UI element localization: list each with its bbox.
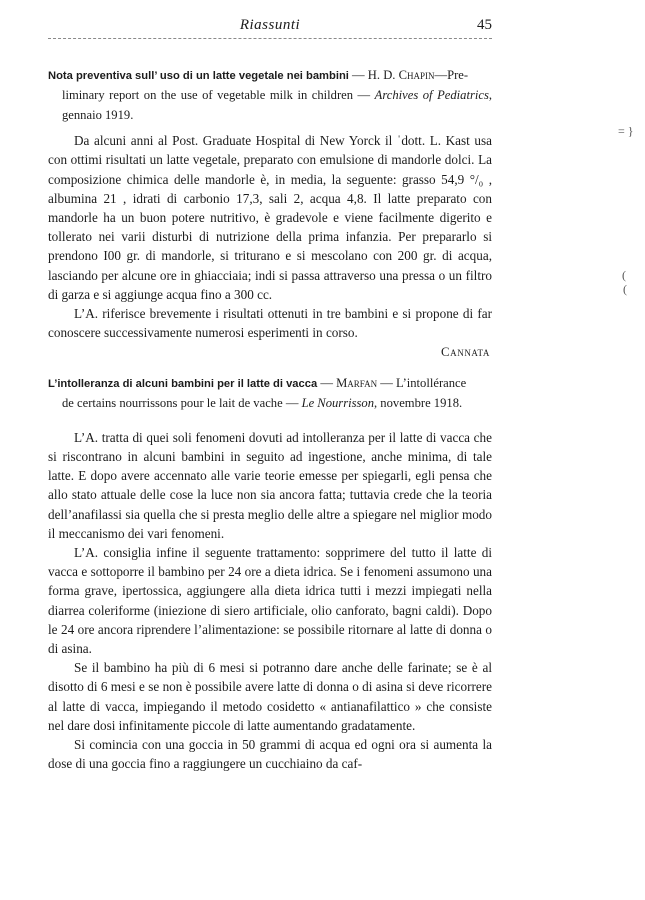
paragraph: Se il bambino ha più di 6 mesi si potranno dare anche delle farinate; se è al disotto di 6 mesi e se non è possibile avere latte di donna o di asina si deve ricorrere al latte di vacca, impiegando il metodo cosidetto « antianafilattico » che consiste nel dare dosi infinitamente piccole di latte aumentando gradatamente. [48,660,492,733]
article-chapin [48,66,492,360]
header-rule [48,38,492,39]
margin-mark: = } [618,124,634,138]
heading-separator: — [317,376,337,390]
article-author: Chapin [398,68,435,82]
article-author: Marfan [336,376,378,390]
source-journal: Archives of Pediatrics [374,88,489,103]
article-marfan [48,374,492,773]
paragraph: L’A. consiglia infine il seguente trattamento: sopprimere del tutto il latte di vacca e sottoporre il bambino per 24 ore a dieta idrica. Se i fenomeni assumono una forma grave, ipertossica, aggiungere alla dieta idrica tutti i mezzi impiegati nella diarrea coleriforme (iniezione di siero artificiale, olio canforato, bagni caldi). Dopo le 24 ore ancora riprendere l’alimentazione: se possibile ritornare al latte di donna o di asina. [48,545,492,657]
source-date: , gennaio 1919. [62,88,492,122]
page-header [48,17,492,39]
heading-continuation [48,86,492,125]
heading-original-title: — L’intollérance [377,376,467,390]
running-title: Riassunti [239,17,301,33]
paragraph: L’A. tratta di quei soli fenomeni dovuti ad intolleranza per il latte di vacca che si riscontrano in alcuni bambini in seguito ad ingestione, anche minima, di tale latte. E dopo avere accennato alle varie teorie emesse per spiegarli, egli pensa che allo stato attuale delle cose la luce non sia ancora fatta; tuttavia crede che la teoria dell’anafilassi sia quella che si presta meglio delle altre a spiegare nel miglior modo il meccanismo dei vari fenomeni. [48,429,492,541]
article-title: Nota preventiva sull’ uso di un latte vegetale nei bambini [48,70,349,82]
paragraph: Da alcuni anni al Post. Graduate Hospital di New Yorck il ˈdott. L. Kast usa con ottimi risultati un latte vegetale, preparato con emulsione di mandorle dolci. La composizione chimica delle mandorle è, in media, la seguente: grasso 54,9 °/₀ , albumina 21 , idrati di carbonio 17,3, sali 2, acqua 4,8. Il latte preparato con mandorle ha un buon potere nutritivo, è gradevole e viene facilmente digerito e tollerato nei varii disturbi di nutrizione della prima infanzia. Per prepararlo si prendono I00 gr. di mandorle, si triturano e si mescolano con 200 gr. di acqua, lasciando per alcune ore in ghiacciaia; indi si passa attraverso una pressa o un filtro di garza e si aggiunge acqua fino a 300 cc. [48,133,492,302]
paragraph: L’A. riferisce brevemente i risultati ottenuti in tre bambini e si propone di far conoscere successivamente numerosi esperimenti in corso. [48,306,492,341]
source-date: , novembre 1918. [374,396,463,411]
heading-continuation [48,394,492,413]
heading-original-title-cont: liminary report on the use of vegetable milk in children — [62,88,375,103]
heading-separator: — H. D. [348,68,399,82]
paragraph: Si comincia con una goccia in 50 grammi di acqua ed ogni ora si aumenta la dose di una goccia fino a raggiungere un cucchiaino da caf- [48,737,492,772]
article-title: L’intolleranza di alcuni bambini per il latte di vacca [48,378,318,390]
heading-original-title: —Pre- [434,68,469,82]
page-number: 45 [477,17,492,33]
article-heading [48,66,492,125]
margin-mark: ( [622,268,626,282]
reviewer-signature: Cannata [440,345,490,360]
margin-mark: ( [623,282,627,296]
heading-original-title-cont: de certains nourrissons pour le lait de vache — [62,396,302,411]
article-heading [48,374,492,414]
source-journal: Le Nourrisson [301,396,374,411]
